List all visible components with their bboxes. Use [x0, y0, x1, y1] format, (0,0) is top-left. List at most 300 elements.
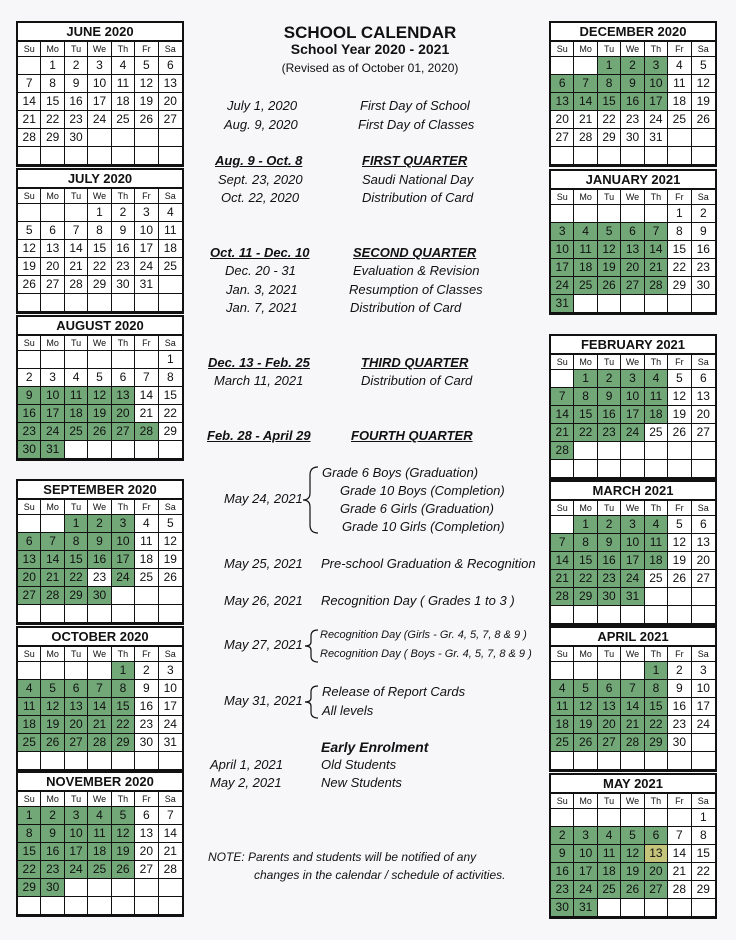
day-cell: 1 [18, 807, 41, 825]
day-cell: 25 [65, 423, 88, 441]
weekday-header: Su [18, 189, 41, 204]
day-cell: 26 [41, 734, 64, 752]
day-cell: 14 [551, 406, 574, 424]
day-cell: 2 [692, 205, 715, 223]
empty-cell [645, 295, 668, 313]
day-cell: 22 [574, 570, 597, 588]
weekday-header: Fr [135, 500, 158, 515]
day-cell: 2 [18, 369, 41, 387]
day-cell: 18 [159, 240, 182, 258]
empty-cell [692, 129, 715, 147]
empty-cell [88, 441, 111, 459]
empty-cell [65, 147, 88, 165]
weekday-header: Tu [598, 794, 621, 809]
weekday-header: Sa [159, 647, 182, 662]
day-cell: 1 [598, 57, 621, 75]
event-date: Sept. 23, 2020 [218, 172, 303, 187]
empty-cell [551, 809, 574, 827]
empty-cell [112, 879, 135, 897]
day-cell: 26 [574, 734, 597, 752]
day-cell: 5 [668, 370, 691, 388]
weekday-header: We [88, 500, 111, 515]
empty-cell [621, 662, 644, 680]
month-title: JANUARY 2021 [551, 171, 715, 190]
day-cell: 2 [598, 370, 621, 388]
empty-cell [18, 662, 41, 680]
day-cell: 21 [135, 405, 158, 423]
empty-cell [621, 295, 644, 313]
event-text: Distribution of Card [362, 190, 474, 205]
empty-cell [159, 897, 182, 915]
empty-cell [551, 147, 574, 165]
day-cell: 21 [551, 570, 574, 588]
weekday-header: Tu [598, 190, 621, 205]
day-cell: 31 [621, 588, 644, 606]
day-cell: 2 [598, 516, 621, 534]
day-cell: 4 [18, 680, 41, 698]
weekday-header: Fr [135, 42, 158, 57]
quarter-title: THIRD QUARTER [361, 355, 469, 370]
weekday-header: Sa [692, 42, 715, 57]
empty-cell [668, 606, 691, 624]
day-cell: 16 [668, 698, 691, 716]
empty-cell [159, 605, 182, 623]
day-cell: 3 [88, 57, 111, 75]
empty-cell [598, 809, 621, 827]
empty-cell [645, 899, 668, 917]
day-cell: 5 [598, 223, 621, 241]
empty-cell [645, 809, 668, 827]
day-cell: 25 [668, 111, 691, 129]
empty-cell [621, 606, 644, 624]
day-cell: 23 [41, 861, 64, 879]
weekday-header: Th [112, 647, 135, 662]
day-cell: 9 [112, 222, 135, 240]
empty-cell [574, 442, 597, 460]
day-cell: 8 [18, 825, 41, 843]
event-text: New Students [321, 775, 402, 790]
weekday-header: Sa [692, 355, 715, 370]
weekday-header: Su [18, 792, 41, 807]
day-cell: 30 [112, 276, 135, 294]
weekday-header: Su [18, 336, 41, 351]
quarter-title: SECOND QUARTER [353, 245, 477, 260]
day-cell: 3 [645, 57, 668, 75]
day-cell: 9 [135, 680, 158, 698]
day-cell: 20 [692, 406, 715, 424]
weekday-header: Sa [692, 501, 715, 516]
empty-cell [574, 752, 597, 770]
day-cell: 22 [668, 259, 691, 277]
day-cell: 12 [41, 698, 64, 716]
day-cell: 27 [692, 570, 715, 588]
day-cell: 7 [574, 75, 597, 93]
day-cell: 12 [18, 240, 41, 258]
weekday-header: Tu [598, 42, 621, 57]
month-calendar [16, 168, 184, 314]
event-text: Evaluation & Revision [353, 263, 480, 278]
empty-cell [65, 897, 88, 915]
day-cell: 17 [41, 405, 64, 423]
day-cell: 16 [41, 843, 64, 861]
empty-cell [135, 147, 158, 165]
day-cell: 29 [88, 276, 111, 294]
day-cell: 11 [159, 222, 182, 240]
empty-cell [598, 442, 621, 460]
day-cell: 2 [668, 662, 691, 680]
empty-cell [598, 460, 621, 478]
day-cell: 1 [574, 370, 597, 388]
day-cell: 28 [159, 861, 182, 879]
day-cell: 20 [692, 552, 715, 570]
empty-cell [551, 370, 574, 388]
empty-cell [159, 587, 182, 605]
empty-cell [135, 351, 158, 369]
day-cell: 12 [135, 75, 158, 93]
day-cell: 11 [645, 388, 668, 406]
day-cell: 19 [692, 93, 715, 111]
day-cell: 1 [668, 205, 691, 223]
day-cell: 20 [18, 569, 41, 587]
empty-cell [41, 294, 64, 312]
day-cell: 22 [112, 716, 135, 734]
day-cell: 2 [551, 827, 574, 845]
empty-cell [112, 752, 135, 770]
empty-cell [574, 809, 597, 827]
day-cell: 25 [645, 424, 668, 442]
weekday-header: Tu [598, 501, 621, 516]
day-cell: 12 [668, 534, 691, 552]
empty-cell [159, 294, 182, 312]
empty-cell [135, 587, 158, 605]
empty-cell [41, 752, 64, 770]
weekday-header: Th [645, 794, 668, 809]
weekday-header: We [88, 42, 111, 57]
page-title: SCHOOL CALENDAR [283, 23, 457, 42]
event-date: May 27, 2021 [224, 637, 303, 652]
empty-cell [112, 587, 135, 605]
day-cell: 14 [88, 698, 111, 716]
day-cell: 23 [65, 111, 88, 129]
empty-cell [668, 809, 691, 827]
empty-cell [88, 294, 111, 312]
empty-cell [598, 205, 621, 223]
day-cell: 24 [88, 111, 111, 129]
empty-cell [668, 752, 691, 770]
day-cell: 15 [41, 93, 64, 111]
day-cell: 21 [574, 111, 597, 129]
day-cell: 9 [551, 845, 574, 863]
day-cell: 21 [668, 863, 691, 881]
day-cell: 11 [135, 533, 158, 551]
day-cell: 23 [135, 716, 158, 734]
day-cell: 7 [621, 680, 644, 698]
empty-cell [574, 460, 597, 478]
day-cell: 18 [574, 259, 597, 277]
weekday-header: Mo [574, 355, 597, 370]
empty-cell [574, 662, 597, 680]
day-cell: 3 [692, 662, 715, 680]
day-cell: 5 [692, 57, 715, 75]
day-cell: 9 [692, 223, 715, 241]
day-cell: 15 [88, 240, 111, 258]
day-cell: 13 [692, 534, 715, 552]
weekday-header: Mo [574, 647, 597, 662]
day-cell: 14 [65, 240, 88, 258]
weekday-header: Th [645, 355, 668, 370]
weekday-header: Mo [574, 190, 597, 205]
day-cell: 28 [41, 587, 64, 605]
day-cell: 14 [159, 825, 182, 843]
weekday-header: We [88, 792, 111, 807]
empty-cell [645, 606, 668, 624]
day-cell: 23 [598, 424, 621, 442]
weekday-header: Su [551, 647, 574, 662]
day-cell: 10 [645, 75, 668, 93]
day-cell: 8 [598, 75, 621, 93]
day-cell: 8 [645, 680, 668, 698]
day-cell: 4 [135, 515, 158, 533]
weekday-header: Mo [41, 500, 64, 515]
empty-cell [135, 294, 158, 312]
day-cell: 9 [41, 825, 64, 843]
day-cell: 10 [574, 845, 597, 863]
weekday-header: Mo [41, 42, 64, 57]
day-cell: 28 [65, 276, 88, 294]
day-cell: 24 [621, 424, 644, 442]
weekday-header: Fr [668, 501, 691, 516]
day-cell: 13 [41, 240, 64, 258]
day-cell: 17 [551, 259, 574, 277]
day-cell: 8 [88, 222, 111, 240]
empty-cell [112, 129, 135, 147]
day-cell: 18 [668, 93, 691, 111]
day-cell: 27 [598, 734, 621, 752]
day-cell: 22 [692, 863, 715, 881]
day-cell: 7 [88, 680, 111, 698]
day-cell: 16 [65, 93, 88, 111]
day-cell: 11 [65, 387, 88, 405]
empty-cell [598, 752, 621, 770]
day-cell: 31 [645, 129, 668, 147]
weekday-header: We [621, 794, 644, 809]
day-cell: 2 [65, 57, 88, 75]
revised-date: (Revised as of October 01, 2020) [281, 61, 459, 75]
event-date: May 26, 2021 [224, 593, 303, 608]
day-cell: 17 [65, 843, 88, 861]
day-cell: 30 [621, 129, 644, 147]
empty-cell [551, 516, 574, 534]
empty-cell [692, 752, 715, 770]
empty-cell [18, 351, 41, 369]
weekday-header: Tu [598, 647, 621, 662]
empty-cell [598, 899, 621, 917]
weekday-header: We [88, 189, 111, 204]
empty-cell [621, 442, 644, 460]
day-cell: 29 [112, 734, 135, 752]
day-cell: 8 [65, 533, 88, 551]
day-cell: 26 [135, 111, 158, 129]
day-cell: 27 [65, 734, 88, 752]
day-cell: 13 [18, 551, 41, 569]
day-cell: 20 [598, 716, 621, 734]
day-cell: 26 [668, 570, 691, 588]
empty-cell [621, 460, 644, 478]
day-cell: 22 [41, 111, 64, 129]
quarter-title: FOURTH QUARTER [351, 428, 473, 443]
note-line-1: NOTE: Parents and students will be notified of any [208, 850, 477, 864]
day-cell: 23 [668, 716, 691, 734]
event-text: All levels [322, 703, 374, 718]
month-calendar [16, 626, 184, 772]
day-cell: 6 [645, 827, 668, 845]
day-cell: 24 [621, 570, 644, 588]
day-cell: 27 [621, 277, 644, 295]
empty-cell [88, 147, 111, 165]
day-cell: 3 [135, 204, 158, 222]
empty-cell [18, 147, 41, 165]
day-cell: 25 [88, 861, 111, 879]
day-cell: 19 [159, 551, 182, 569]
day-cell: 26 [668, 424, 691, 442]
day-cell: 17 [574, 863, 597, 881]
day-cell: 28 [551, 442, 574, 460]
empty-cell [574, 147, 597, 165]
empty-cell [692, 442, 715, 460]
day-cell: 11 [18, 698, 41, 716]
weekday-header: Th [112, 42, 135, 57]
empty-cell [692, 147, 715, 165]
empty-cell [621, 752, 644, 770]
day-cell: 10 [41, 387, 64, 405]
empty-cell [135, 129, 158, 147]
day-cell: 31 [551, 295, 574, 313]
day-cell: 10 [65, 825, 88, 843]
day-cell: 5 [88, 369, 111, 387]
day-cell: 19 [574, 716, 597, 734]
day-cell: 12 [668, 388, 691, 406]
month-title: JULY 2020 [18, 170, 182, 189]
empty-cell [112, 147, 135, 165]
day-cell: 28 [574, 129, 597, 147]
day-cell: 7 [65, 222, 88, 240]
day-cell: 17 [692, 698, 715, 716]
day-cell: 8 [668, 223, 691, 241]
day-cell: 22 [159, 405, 182, 423]
empty-cell [65, 294, 88, 312]
empty-cell [41, 897, 64, 915]
day-cell: 22 [65, 569, 88, 587]
empty-cell [645, 205, 668, 223]
day-cell: 6 [112, 369, 135, 387]
day-cell: 5 [18, 222, 41, 240]
empty-cell [18, 897, 41, 915]
day-cell: 27 [135, 861, 158, 879]
school-year: School Year 2020 - 2021 [290, 41, 450, 57]
day-cell: 24 [135, 258, 158, 276]
empty-cell [65, 351, 88, 369]
empty-cell [18, 605, 41, 623]
day-cell: 19 [88, 405, 111, 423]
day-cell: 26 [692, 111, 715, 129]
day-cell: 18 [598, 863, 621, 881]
event-date: May 31, 2021 [224, 693, 303, 708]
month-calendar [16, 21, 184, 167]
day-cell: 19 [41, 716, 64, 734]
weekday-header: Th [645, 501, 668, 516]
empty-cell [41, 147, 64, 165]
day-cell: 15 [65, 551, 88, 569]
empty-cell [65, 605, 88, 623]
day-cell: 9 [598, 388, 621, 406]
day-cell: 27 [692, 424, 715, 442]
weekday-header: Th [645, 42, 668, 57]
day-cell: 17 [621, 406, 644, 424]
day-cell: 16 [551, 863, 574, 881]
day-cell: 27 [159, 111, 182, 129]
day-cell: 27 [41, 276, 64, 294]
weekday-header: Th [645, 190, 668, 205]
event-date: March 11, 2021 [214, 373, 304, 388]
event-date: May 24, 2021 [224, 491, 303, 506]
day-cell: 26 [621, 881, 644, 899]
day-cell: 21 [551, 424, 574, 442]
day-cell: 9 [65, 75, 88, 93]
day-cell: 30 [668, 734, 691, 752]
weekday-header: We [621, 190, 644, 205]
weekday-header: Sa [159, 189, 182, 204]
day-cell: 12 [621, 845, 644, 863]
day-cell: 30 [41, 879, 64, 897]
event-text: Distribution of Card [350, 300, 462, 315]
day-cell: 26 [159, 569, 182, 587]
day-cell: 16 [135, 698, 158, 716]
day-cell: 6 [692, 516, 715, 534]
day-cell: 7 [668, 827, 691, 845]
day-cell: 10 [551, 241, 574, 259]
day-cell: 15 [112, 698, 135, 716]
day-cell: 15 [692, 845, 715, 863]
day-cell: 13 [551, 93, 574, 111]
day-cell: 28 [18, 129, 41, 147]
day-cell: 26 [112, 861, 135, 879]
day-cell: 28 [621, 734, 644, 752]
weekday-header: Tu [65, 42, 88, 57]
day-cell: 19 [668, 406, 691, 424]
month-calendar [549, 334, 717, 480]
weekday-header: Tu [65, 189, 88, 204]
day-cell: 16 [598, 552, 621, 570]
empty-cell [621, 809, 644, 827]
empty-cell [551, 205, 574, 223]
event-text: Old Students [321, 757, 397, 772]
empty-cell [621, 205, 644, 223]
day-cell: 22 [598, 111, 621, 129]
day-cell: 5 [159, 515, 182, 533]
day-cell: 25 [112, 111, 135, 129]
day-cell: 24 [692, 716, 715, 734]
weekday-header: Fr [135, 647, 158, 662]
enrolment-title: Early Enrolment [321, 739, 429, 755]
day-cell: 26 [598, 277, 621, 295]
empty-cell [668, 899, 691, 917]
event-text: Grade 10 Boys (Completion) [340, 483, 505, 498]
day-cell: 10 [112, 533, 135, 551]
day-cell: 16 [18, 405, 41, 423]
event-text: First Day of School [360, 98, 470, 113]
empty-cell [159, 441, 182, 459]
day-cell: 4 [645, 370, 668, 388]
